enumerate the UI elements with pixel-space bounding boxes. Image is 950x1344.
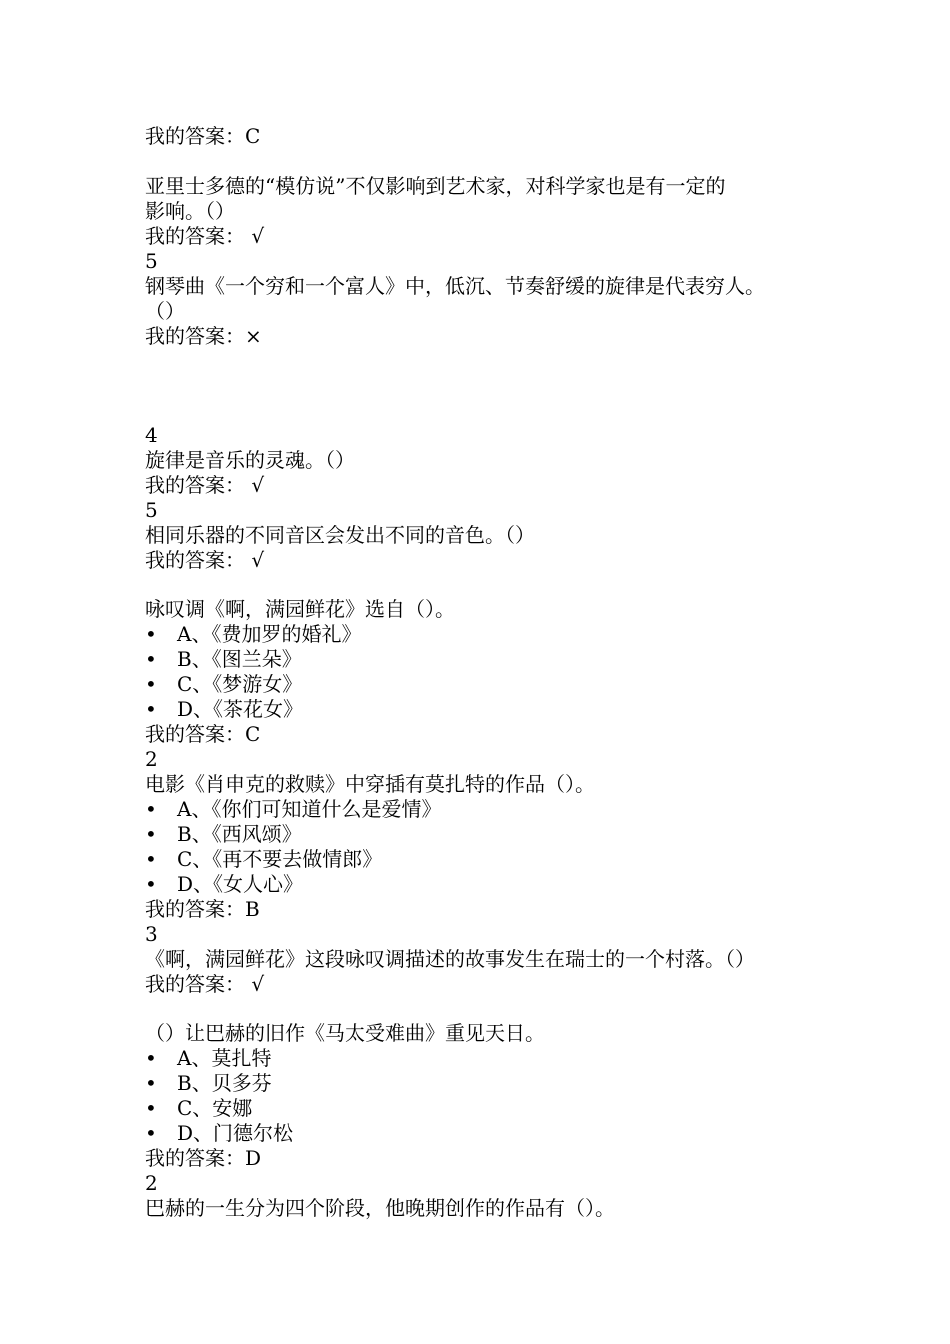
option-label: A、莫扎特 (177, 1046, 272, 1070)
option-label: B、《图兰朵》 (177, 647, 302, 671)
option-label: C、《梦游女》 (177, 672, 303, 696)
option-item (145, 672, 302, 697)
option-label: B、贝多芬 (177, 1071, 272, 1095)
question-text: 电影《肖申克的救赎》中穿插有莫扎特的作品（）。 (145, 772, 595, 796)
bullet-icon: • (145, 1096, 157, 1120)
option-item (145, 1046, 271, 1071)
bullet-icon: • (145, 797, 157, 821)
question-text: （）让巴赫的旧作《马太受难曲》重见天日。 (145, 1021, 545, 1045)
answer-line: 我的答案： √ (145, 473, 265, 497)
option-item (145, 697, 303, 722)
option-item (145, 1096, 252, 1121)
question-text: 钢琴曲《一个穷和一个富人》中，低沉、节奏舒缓的旋律是代表穷人。 (145, 274, 765, 298)
question-text: 旋律是音乐的灵魂。（） (145, 448, 355, 472)
option-item (145, 822, 302, 847)
question-number: 5 (145, 249, 158, 273)
answer-line: 我的答案：B (145, 897, 260, 921)
answer-line: 我的答案：C (145, 722, 261, 746)
answer-line: 我的答案： √ (145, 972, 265, 996)
question-text: 《啊，满园鲜花》这段咏叹调描述的故事发生在瑞士的一个村落。（） (145, 947, 755, 971)
option-item (145, 1071, 272, 1096)
bullet-icon: • (145, 1121, 157, 1145)
answer-line: 我的答案：C (145, 124, 261, 148)
option-label: C、安娜 (177, 1096, 253, 1120)
bullet-icon: • (145, 1046, 157, 1070)
option-label: C、《再不要去做情郎》 (177, 847, 383, 871)
option-item (145, 647, 302, 672)
question-text: 亚里士多德的“模仿说”不仅影响到艺术家，对科学家也是有一定的 (145, 174, 726, 198)
question-number: 2 (145, 747, 158, 771)
answer-line: 我的答案： √ (145, 548, 265, 572)
bullet-icon: • (145, 672, 157, 696)
question-text-cont: 影响。（） (145, 199, 235, 223)
bullet-icon: • (145, 872, 157, 896)
bullet-icon: • (145, 622, 157, 646)
question-number: 4 (145, 423, 158, 447)
question-text: 巴赫的一生分为四个阶段，他晚期创作的作品有（）。 (145, 1196, 615, 1220)
answer-line: 我的答案： √ (145, 224, 265, 248)
option-label: B、《西风颂》 (177, 822, 302, 846)
bullet-icon: • (145, 847, 157, 871)
question-number: 2 (145, 1171, 158, 1195)
bullet-icon: • (145, 647, 157, 671)
option-label: A、《费加罗的婚礼》 (177, 622, 362, 646)
bullet-icon: • (145, 822, 157, 846)
option-item (145, 797, 441, 822)
option-item (145, 622, 361, 647)
option-label: A、《你们可知道什么是爱情》 (177, 797, 442, 821)
answer-line: 我的答案：× (145, 324, 262, 348)
option-label: D、门德尔松 (177, 1121, 294, 1145)
option-label: D、《女人心》 (177, 872, 304, 896)
answer-line: 我的答案：D (145, 1146, 262, 1170)
option-label: D、《茶花女》 (177, 697, 304, 721)
question-number: 3 (145, 922, 158, 946)
option-item (145, 847, 382, 872)
option-item (145, 1121, 293, 1146)
bullet-icon: • (145, 1071, 157, 1095)
question-number: 5 (145, 498, 158, 522)
option-item (145, 872, 303, 897)
question-text: 咏叹调《啊，满园鲜花》选自（）。 (145, 597, 455, 621)
bullet-icon: • (145, 697, 157, 721)
question-text: 相同乐器的不同音区会发出不同的音色。（） (145, 523, 535, 547)
question-text-cont: （） (145, 299, 185, 323)
